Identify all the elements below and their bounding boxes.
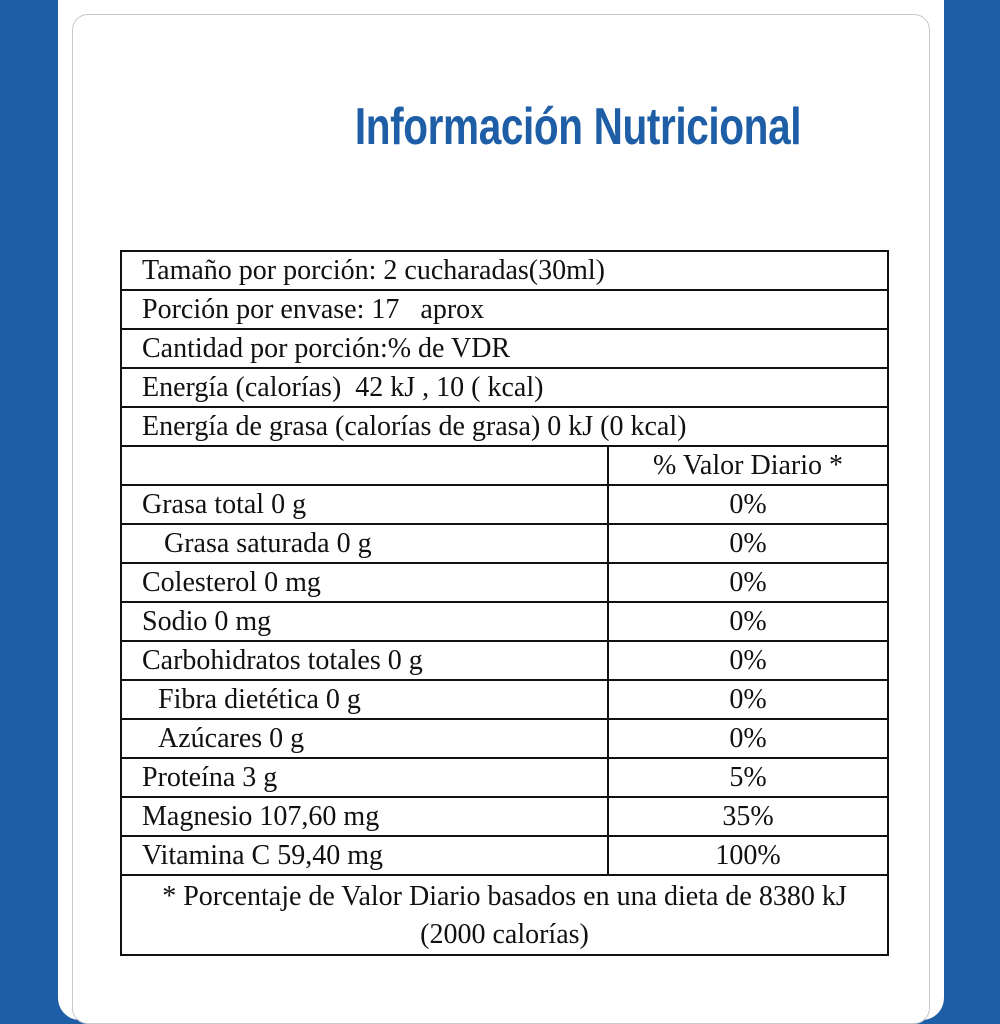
table-row <box>122 525 887 564</box>
energy: Energía (calorías) 42 kJ , 10 ( kcal) <box>142 372 544 403</box>
table-row <box>122 564 887 603</box>
table-row <box>122 798 887 837</box>
nutrient-name: Fibra dietética 0 g <box>122 681 609 718</box>
table-row <box>122 759 887 798</box>
table-row <box>122 642 887 681</box>
table-row <box>122 486 887 525</box>
table-row <box>122 720 887 759</box>
nutrient-daily-value: 0% <box>729 489 767 520</box>
nutrient-name: Magnesio 107,60 mg <box>122 798 609 835</box>
energy-fat-row <box>122 408 887 447</box>
nutrient-name: Carbohidratos totales 0 g <box>122 642 609 679</box>
nutrient-daily-value: 0% <box>729 567 767 598</box>
page-title: Información Nutricional <box>354 98 802 156</box>
nutrition-facts-table <box>120 250 889 956</box>
daily-value-header-row <box>122 447 887 486</box>
amount-per-serving: Cantidad por porción:% de VDR <box>142 333 511 364</box>
nutrient-daily-value: 35% <box>722 801 774 832</box>
servings-per-container: Porción por envase: 17 aprox <box>142 294 485 325</box>
table-row <box>122 603 887 642</box>
nutrient-daily-value: 0% <box>729 528 767 559</box>
nutrient-name: Azúcares 0 g <box>122 720 609 757</box>
nutrient-daily-value: 100% <box>715 840 781 871</box>
nutrient-name: Grasa saturada 0 g <box>122 525 609 562</box>
header-blank-cell <box>122 447 609 484</box>
energy-fat: Energía de grasa (calorías de grasa) 0 kJ (0 kcal) <box>142 411 687 442</box>
serving-size: Tamaño por porción: 2 cucharadas(30ml) <box>142 255 605 286</box>
nutrient-daily-value: 0% <box>729 684 767 715</box>
daily-value-footnote: * Porcentaje de Valor Diario basados en una dieta de 8380 kJ (2000 calorías) <box>162 881 847 950</box>
nutrient-name: Sodio 0 mg <box>122 603 609 640</box>
nutrient-name: Proteína 3 g <box>122 759 609 796</box>
nutrient-name: Grasa total 0 g <box>122 486 609 523</box>
table-row <box>122 681 887 720</box>
serving-size-row <box>122 252 887 291</box>
daily-value-header: % Valor Diario * <box>653 450 843 481</box>
table-row <box>122 837 887 876</box>
nutrient-daily-value: 0% <box>729 606 767 637</box>
nutrient-name: Colesterol 0 mg <box>122 564 609 601</box>
nutrient-daily-value: 5% <box>729 762 767 793</box>
servings-per-container-row <box>122 291 887 330</box>
nutrient-name: Vitamina C 59,40 mg <box>122 837 609 874</box>
energy-row <box>122 369 887 408</box>
nutrient-daily-value: 0% <box>729 645 767 676</box>
nutrient-daily-value: 0% <box>729 723 767 754</box>
amount-per-serving-row <box>122 330 887 369</box>
